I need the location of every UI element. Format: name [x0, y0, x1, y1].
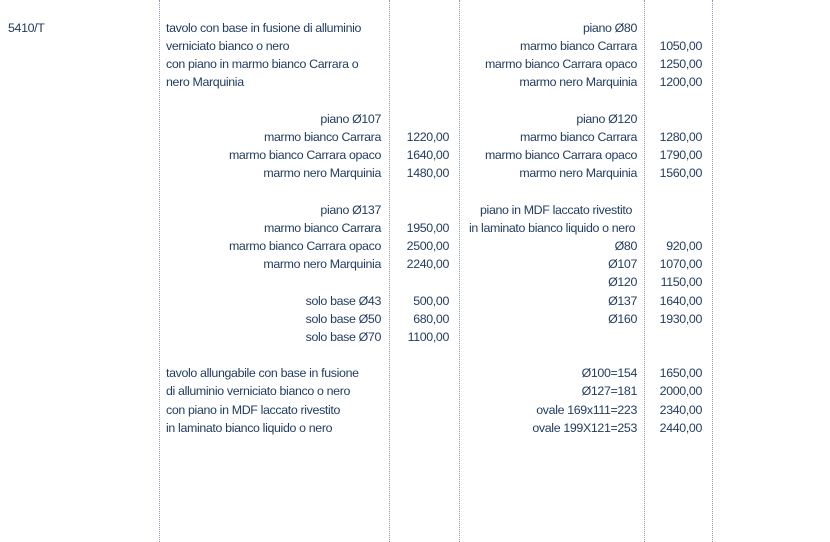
- row-price: 1100,00: [407, 330, 449, 344]
- row-label: Ø160: [608, 312, 637, 326]
- row-label: marmo nero Marquinia: [519, 75, 637, 89]
- row-label: Ø80: [614, 239, 637, 253]
- group-title: piano Ø80: [582, 21, 637, 35]
- divider-5: [712, 0, 713, 542]
- row-label: marmo nero Marquinia: [263, 257, 381, 271]
- row-price: 1560,00: [659, 166, 702, 180]
- row-price: 1200,00: [659, 75, 702, 89]
- row-price: 1250,00: [659, 57, 702, 71]
- row-price: 2440,00: [659, 421, 702, 435]
- row-label: marmo bianco Carrara: [264, 221, 381, 235]
- row-price: 920,00: [666, 239, 702, 253]
- row-price: 2240,00: [406, 257, 449, 271]
- row-price: 1650,00: [659, 366, 702, 380]
- row-price: 1220,00: [406, 130, 449, 144]
- row-price: 1480,00: [406, 166, 449, 180]
- row-label: marmo bianco Carrara: [264, 130, 381, 144]
- description-line: con piano in marmo bianco Carrara o: [166, 57, 359, 71]
- description-line: in laminato bianco liquido o nero: [166, 421, 333, 435]
- row-price: 1070,00: [659, 257, 702, 271]
- group-title: in laminato bianco liquido o nero: [469, 221, 636, 235]
- row-price: 1280,00: [659, 130, 702, 144]
- row-price: 500,00: [413, 294, 449, 308]
- row-price: 1950,00: [406, 221, 449, 235]
- description-line: verniciato bianco o nero: [166, 39, 290, 53]
- description-line: di alluminio verniciato bianco o nero: [166, 384, 351, 398]
- description-line: tavolo allungabile con base in fusione: [166, 366, 359, 380]
- row-label: solo base Ø43: [305, 294, 381, 308]
- row-price: 1150,00: [660, 275, 702, 289]
- row-label: marmo bianco Carrara opaco: [228, 148, 381, 162]
- row-label: marmo nero Marquinia: [263, 166, 381, 180]
- row-label: Ø100=154: [581, 366, 637, 380]
- row-label: Ø107: [608, 257, 637, 271]
- row-price: 1640,00: [406, 148, 449, 162]
- group-title: piano Ø137: [320, 203, 381, 217]
- row-price: 2500,00: [406, 239, 449, 253]
- divider-2: [389, 0, 390, 542]
- product-code: 5410/T: [8, 21, 45, 35]
- group-title: piano in MDF laccato rivestito: [480, 203, 633, 217]
- row-price: 2000,00: [659, 384, 702, 398]
- row-label: ovale 199X121=253: [532, 421, 637, 435]
- row-label: Ø120: [608, 275, 637, 289]
- description-line: con piano in MDF laccato rivestito: [166, 403, 341, 417]
- row-label: marmo bianco Carrara: [520, 39, 637, 53]
- row-label: marmo bianco Carrara: [520, 130, 637, 144]
- row-price: 1050,00: [659, 39, 702, 53]
- row-label: marmo nero Marquinia: [519, 166, 637, 180]
- row-price: 1790,00: [659, 148, 702, 162]
- row-price: 2340,00: [659, 403, 702, 417]
- divider-3: [459, 0, 460, 542]
- row-label: marmo bianco Carrara opaco: [484, 148, 637, 162]
- description-line: nero Marquinia: [166, 75, 244, 89]
- row-label: marmo bianco Carrara opaco: [228, 239, 381, 253]
- row-label: solo base Ø70: [305, 330, 381, 344]
- row-label: ovale 169x111=223: [536, 403, 637, 417]
- row-label: Ø127=181: [581, 384, 637, 398]
- row-price: 1640,00: [659, 294, 702, 308]
- divider-4: [644, 0, 645, 542]
- divider-1: [159, 0, 160, 542]
- row-label: Ø137: [608, 294, 637, 308]
- group-title: piano Ø107: [320, 112, 381, 126]
- row-label: solo base Ø50: [305, 312, 381, 326]
- description-line: tavolo con base in fusione di alluminio: [166, 21, 362, 35]
- row-price: 680,00: [413, 312, 449, 326]
- row-price: 1930,00: [659, 312, 702, 326]
- row-label: marmo bianco Carrara opaco: [484, 57, 637, 71]
- group-title: piano Ø120: [576, 112, 637, 126]
